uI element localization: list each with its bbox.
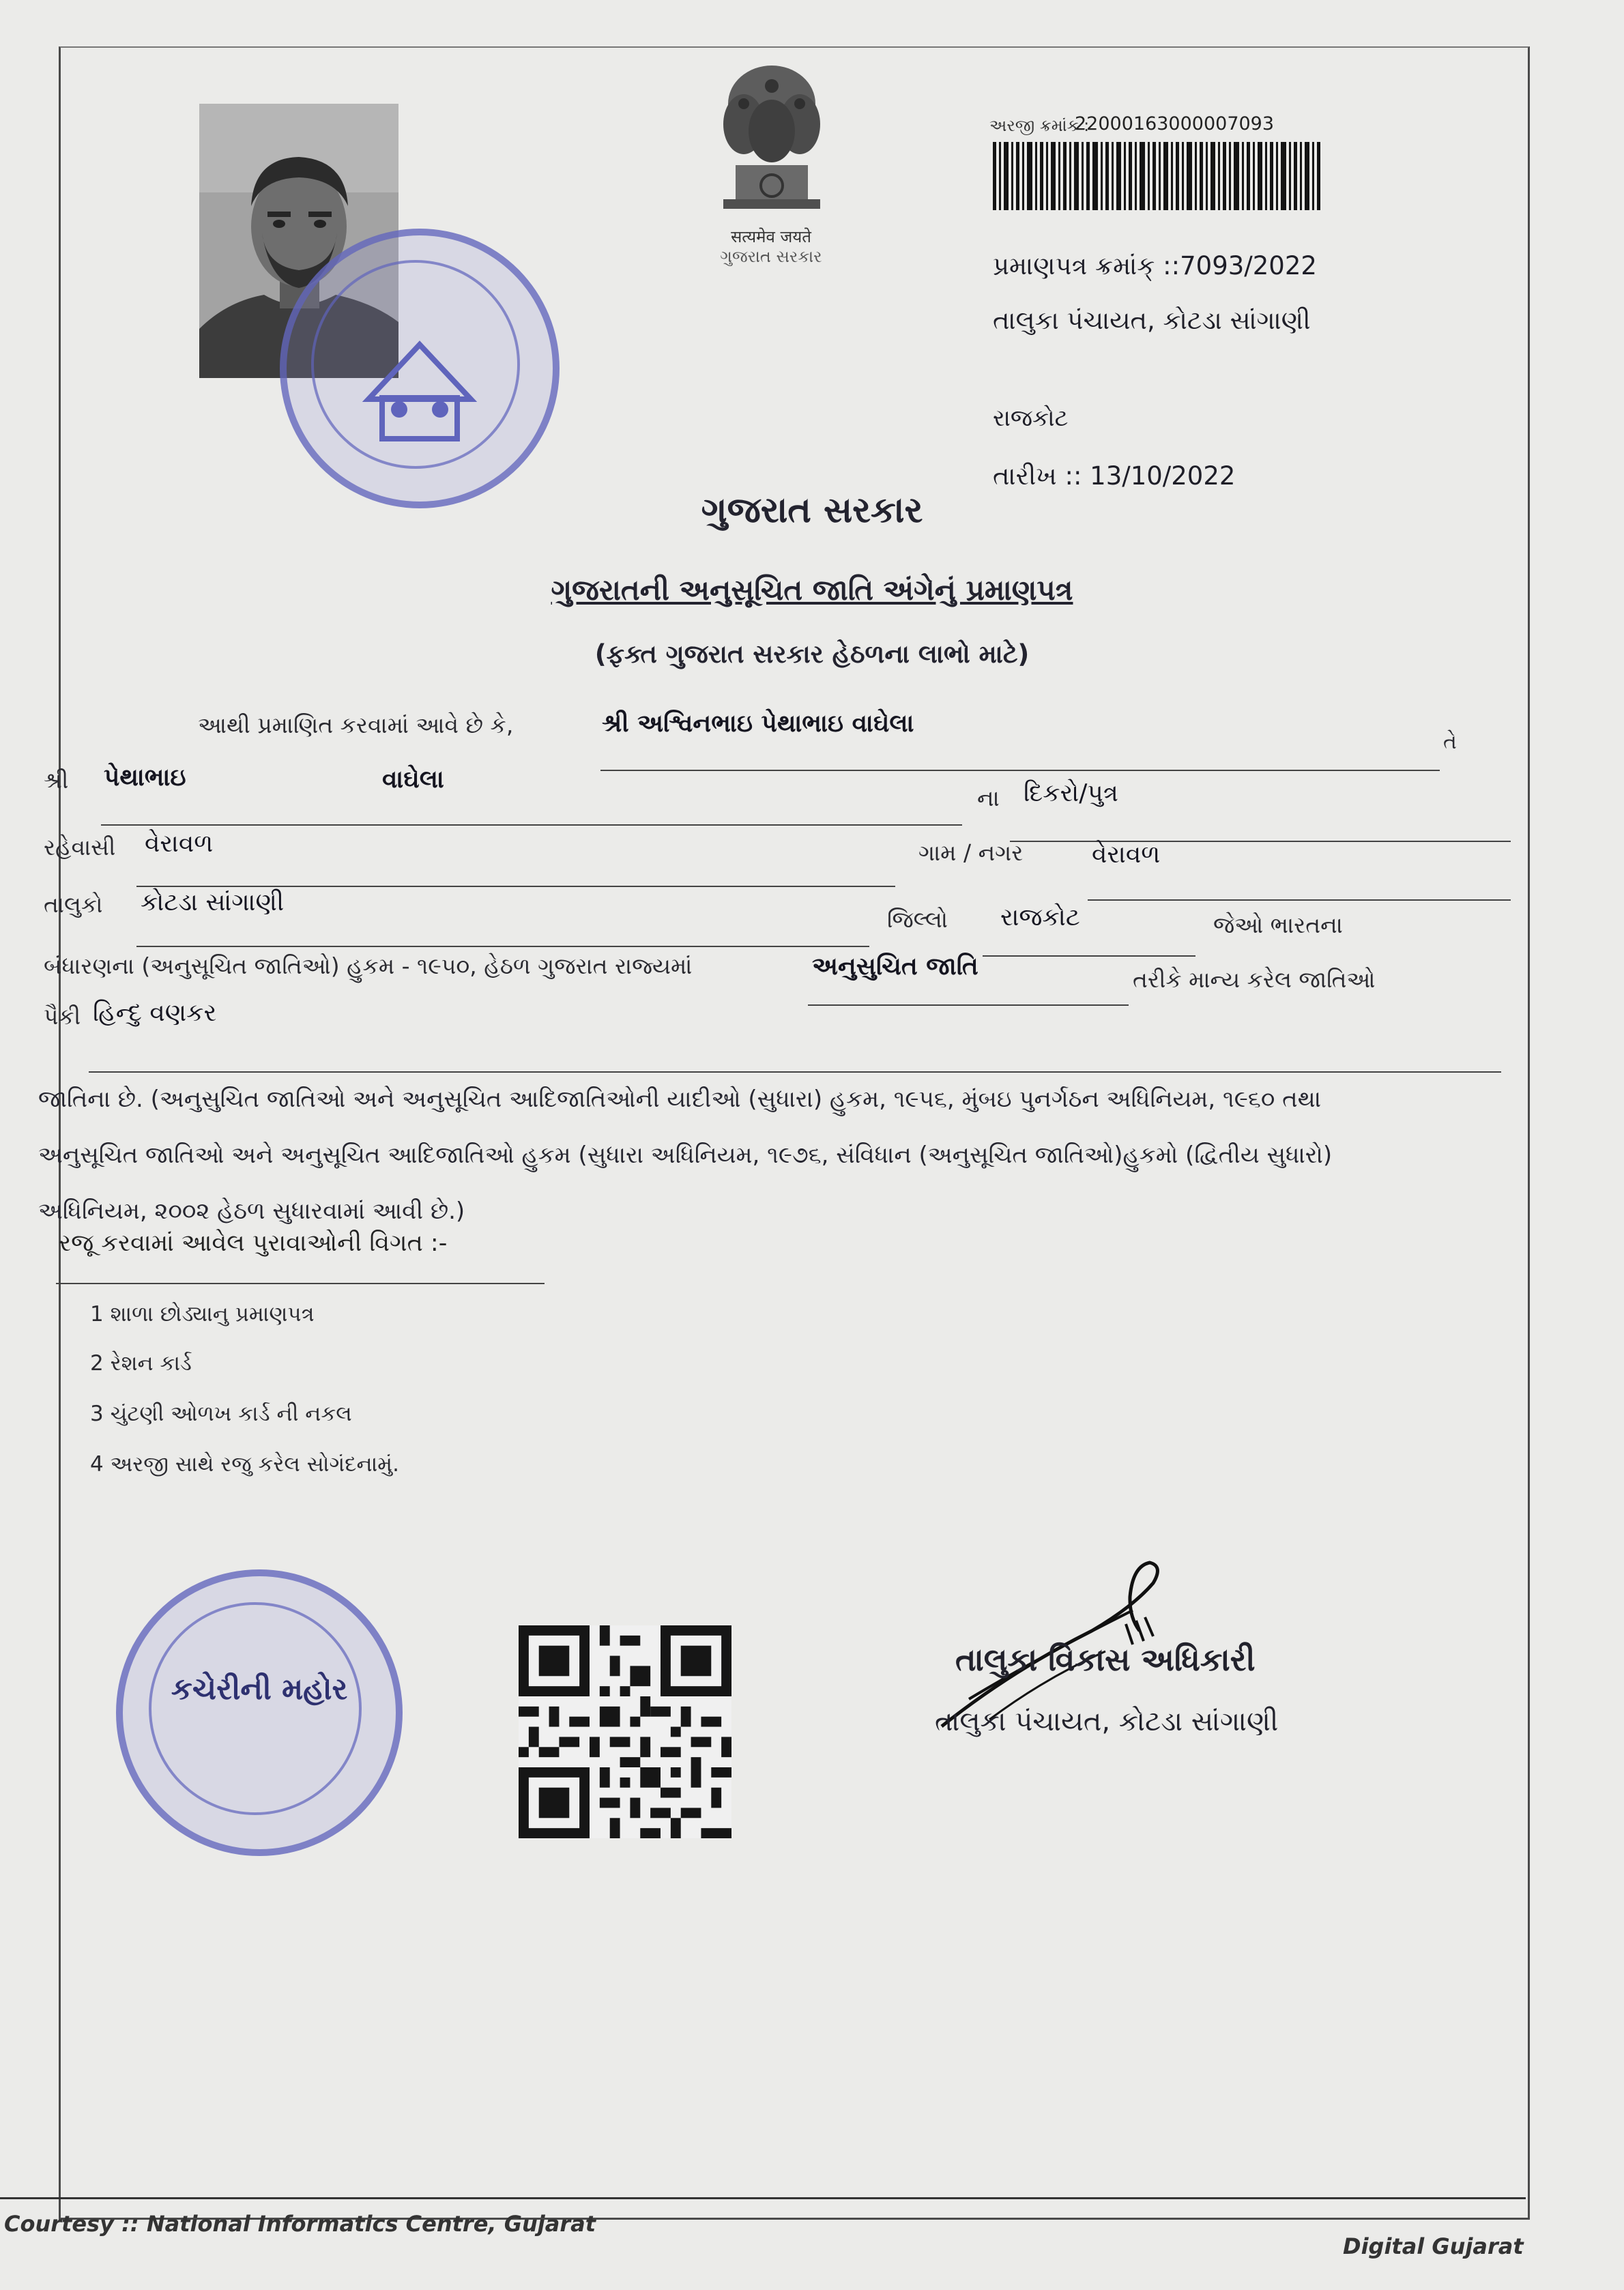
document-item: 2 રેશન કાર્ડ [90,1351,192,1376]
document-item: 3 ચુંટણી ઓળખ કાર્ડ ની નકલ [90,1402,352,1426]
qr-code-icon [519,1625,731,1838]
category-value: અનુસુચિત જાતિ [812,953,978,981]
footer-courtesy: Courtesy :: National Informatics Centre, Gujarat [4,2211,596,2237]
district-label: જિલ્લો [887,906,948,933]
father-first-name: પેથાભાઇ [104,764,186,792]
resident-underline [136,886,895,887]
emblem-motto: सत्यमेव जयते [731,227,811,246]
documents-heading-underline [56,1283,545,1284]
photo-stamp-seal [280,229,560,508]
na-label: ના [977,785,1000,811]
district-value: રાજકોટ [1000,903,1080,931]
relation-underline [1010,841,1511,842]
document-item: 1 શાળા છોડ્યાનુ પ્રમાણપત્ર [90,1302,315,1327]
certificate-title: ગુજરાતની અનુસૂચિત જાતિ અંગેનું પ્રમાણપત્ર [551,573,1073,607]
recognized-label: તરીકે માન્ય કરેલ જાતિઓ [1133,966,1376,993]
documents-heading: રજૂ કરવામાં આવેલ પુરાવાઓની વિગત :- [59,1230,448,1257]
category-underline [808,1004,1129,1006]
legal-line-1: જાતિના છે. (અનુસુચિત જાતિઓ અને અનુસૂચિત આદિજાતિઓની યાદીઓ (સુધારા) હુકમ, ૧૯૫૬, મુંબઇ પુનર્ગઠન અધિનિયમ, ૧૯૬૦ તથા [38,1086,1322,1113]
paiki-label: પૈકી [44,1003,81,1030]
certificate-number: પ્રમાણપત્ર ક્રમાંક્ ::7093/2022 [993,251,1317,280]
te-label: તે [1443,730,1457,754]
document-item: 4 અરજી સાથે રજુ કરેલ સોગંદનામું. [90,1452,399,1477]
india-label: જેઓ ભારતના [1213,912,1343,938]
signatory-office: તાલુકા પંચાયત, કોટડા સાંગાણી [935,1706,1279,1737]
intro-label: આથી પ્રમાણિત કરવામાં આવે છે કે, [198,712,514,738]
relation-value: દિકરો/પુત્ર [1024,779,1118,807]
caste-value: હિન્દુ વણકર [93,999,217,1027]
legal-line-3: અધિનિયમ, ૨૦૦૨ હેઠળ સુધારવામાં આવી છે.) [38,1198,465,1225]
taluka-value: કોટડા સાંગાણી [141,888,285,916]
resident-value: વેરાવળ [145,830,214,858]
taluka-label: તાલુકો [44,891,103,918]
shri-label: શ્રી [44,767,69,794]
issue-date: તારીખ :: 13/10/2022 [993,461,1236,491]
village-value: વેરાવળ [1092,841,1161,869]
certificate-subtitle: (ફક્ત ગુજરાત સરકાર હેઠળના લાભો માટે) [594,639,1030,669]
seal-emblem-icon [287,235,553,502]
issuing-office: તાલુકા પંચાયત, કોટડા સાંગાણી [993,306,1311,335]
office-seal-label: કચેરીની મહોર [171,1672,348,1707]
resident-label: રહેવાસી [44,834,116,860]
national-emblem-icon [696,56,847,213]
barcode-icon [993,142,1322,210]
signatory-designation: તાલુકા વિકાસ અધિકારી [955,1641,1256,1678]
applicant-name: શ્રી અશ્વિનભાઇ પેથાભાઇ વાઘેલા [602,710,914,738]
father-last-name: વાઘેલા [382,766,444,794]
government-title: ગુજરાત સરકાર [701,490,923,531]
village-underline [1088,899,1511,901]
taluka-underline [136,946,869,947]
application-number-label: અરજી ક્રમાંક : [989,116,1090,135]
footer-divider [0,2197,1526,2199]
district-underline [983,955,1195,957]
application-number: 22000163000007093 [1075,113,1275,134]
constitution-text: બંધારણના (અનુસૂચિત જાતિઓ) હુકમ - ૧૯૫૦, હેઠળ ગુજરાત રાજ્યમાં [44,953,693,979]
city: રાજકોટ [993,405,1069,432]
office-seal [116,1569,403,1856]
applicant-name-underline [600,770,1440,771]
father-name-underline [101,824,962,826]
emblem-state: ગુજરાત સરકાર [720,247,822,266]
footer-brand: Digital Gujarat [1343,2233,1524,2259]
village-label: ગામ / નગર [918,839,1024,866]
legal-line-2: અનુસૂચિત જાતિઓ અને અનુસૂચિત આદિજાતિઓ હુકમ (સુધારા અધિનિયમ, ૧૯૭૬, સંવિધાન (અનુસૂચિત જાતિઓ)હુકમો (દ્વિતીય સુધારો) [38,1142,1333,1169]
